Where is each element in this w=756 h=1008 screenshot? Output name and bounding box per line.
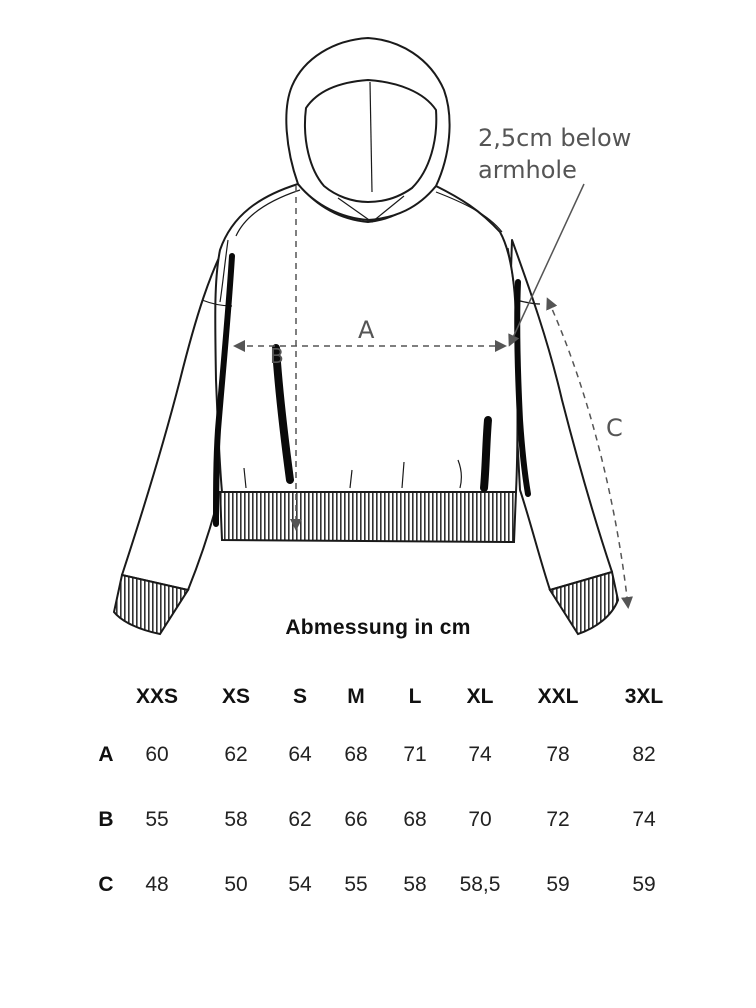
table-cell: 66 <box>344 808 368 831</box>
table-cell: 74 <box>632 808 656 831</box>
measure-b-label: B <box>270 344 284 368</box>
size-header: M <box>347 685 365 708</box>
table-cell: 55 <box>344 873 368 896</box>
table-cell: 59 <box>632 873 656 896</box>
table-cell: 64 <box>288 743 312 766</box>
armhole-note-line: 2,5cm below <box>478 124 632 152</box>
measure-c-label: C <box>606 414 623 442</box>
size-header: XL <box>466 685 494 708</box>
table-cell: 62 <box>224 743 248 766</box>
table-cell: 72 <box>546 808 570 831</box>
table-title: Abmessung in cm <box>285 616 471 639</box>
table-cell: 71 <box>403 743 427 766</box>
table-cell: 82 <box>632 743 656 766</box>
table-cell: 58 <box>403 873 427 896</box>
size-header: XXS <box>135 685 179 708</box>
table-cell: 58,5 <box>459 873 501 896</box>
table-cell: 78 <box>546 743 570 766</box>
table-cell: 48 <box>145 873 169 896</box>
size-header: 3XL <box>624 685 664 708</box>
row-label: C <box>98 873 114 896</box>
table-cell: 58 <box>224 808 248 831</box>
table-cell: 50 <box>224 873 248 896</box>
size-header: L <box>408 685 422 708</box>
table-cell: 59 <box>546 873 570 896</box>
table-cell: 62 <box>288 808 312 831</box>
row-label: A <box>98 743 114 766</box>
size-header: S <box>292 685 308 708</box>
table-cell: 60 <box>145 743 169 766</box>
armhole-note <box>478 122 631 186</box>
row-label: B <box>98 808 114 831</box>
table-cell: 54 <box>288 873 312 896</box>
table-cell: 68 <box>344 743 368 766</box>
table-cell: 70 <box>468 808 492 831</box>
table-cell: 68 <box>403 808 427 831</box>
table-cell: 74 <box>468 743 492 766</box>
size-header: XXL <box>537 685 579 708</box>
size-header: XS <box>221 685 251 708</box>
armhole-note-line: armhole <box>478 156 577 184</box>
measure-a-label: A <box>358 316 375 344</box>
table-cell: 55 <box>145 808 169 831</box>
